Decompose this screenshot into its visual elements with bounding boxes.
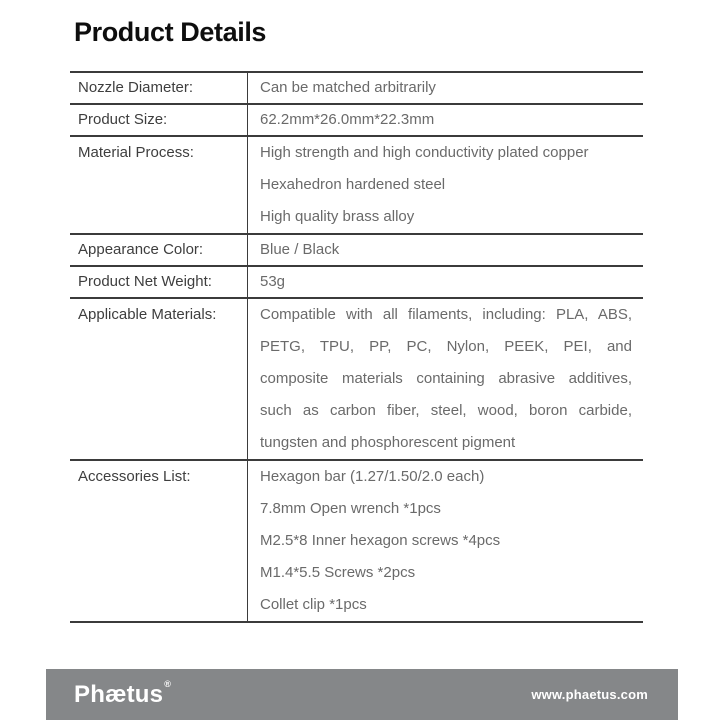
- brand-name: Phætus: [74, 680, 164, 708]
- footer-bar: [46, 669, 678, 720]
- value-line: Collet clip *1pcs: [260, 596, 367, 613]
- table-row-applicable-materials: [70, 299, 643, 461]
- value-line: tungsten and phosphorescent pigment: [260, 434, 516, 451]
- row-label-text: Appearance Color:: [78, 241, 204, 258]
- website-url: www.phaetus.com: [531, 687, 648, 702]
- row-label: [70, 461, 247, 621]
- value-line: High quality brass alloy: [260, 208, 415, 225]
- row-label: [70, 137, 247, 233]
- row-value: [247, 267, 643, 297]
- row-value: [247, 299, 643, 459]
- registered-trademark-icon: ®: [164, 678, 172, 689]
- value-line: Blue / Black: [260, 241, 340, 258]
- table-row-appearance-color: [70, 235, 643, 267]
- row-label: [70, 235, 247, 265]
- value-line: M1.4*5.5 Screws *2pcs: [260, 564, 416, 581]
- row-label: [70, 105, 247, 135]
- table-row-product-size: [70, 105, 643, 137]
- row-value: [247, 235, 643, 265]
- value-line: composite materials containing abrasive additives,: [260, 370, 632, 387]
- row-label: [70, 267, 247, 297]
- value-line: Hexagon bar (1.27/1.50/2.0 each): [260, 468, 485, 485]
- row-label-text: Material Process:: [78, 144, 194, 161]
- value-line: 7.8mm Open wrench *1pcs: [260, 500, 441, 517]
- row-value: [247, 73, 643, 103]
- value-line: 53g: [260, 273, 286, 290]
- value-line: Compatible with all filaments, including: PLA, ABS,: [260, 306, 632, 323]
- value-line: M2.5*8 Inner hexagon screws *4pcs: [260, 532, 501, 549]
- product-spec-table: [70, 71, 643, 623]
- value-line: 62.2mm*26.0mm*22.3mm: [260, 111, 435, 128]
- value-line: Can be matched arbitrarily: [260, 79, 436, 96]
- row-label-text: Product Net Weight:: [78, 273, 212, 290]
- brand-logo: [74, 678, 172, 708]
- value-line: High strength and high conductivity plated copper: [260, 144, 589, 161]
- table-row-product-net-weight: [70, 267, 643, 299]
- value-line: PETG, TPU, PP, PC, Nylon, PEEK, PEI, and: [260, 338, 632, 355]
- row-value: [247, 137, 643, 233]
- row-label-text: Nozzle Diameter:: [78, 79, 194, 96]
- row-label: [70, 299, 247, 459]
- table-row-accessories-list: [70, 461, 643, 623]
- table-row-material-process: [70, 137, 643, 235]
- row-value: [247, 105, 643, 135]
- row-value: [247, 461, 643, 621]
- value-line: Hexahedron hardened steel: [260, 176, 446, 193]
- table-row-nozzle-diameter: [70, 73, 643, 105]
- page-title: Product Details: [74, 17, 267, 47]
- row-label-text: Product Size:: [78, 111, 168, 128]
- value-line: such as carbon fiber, steel, wood, boron carbide,: [260, 402, 632, 419]
- row-label-text: Applicable Materials:: [78, 306, 217, 323]
- row-label-text: Accessories List:: [78, 468, 191, 485]
- row-label: [70, 73, 247, 103]
